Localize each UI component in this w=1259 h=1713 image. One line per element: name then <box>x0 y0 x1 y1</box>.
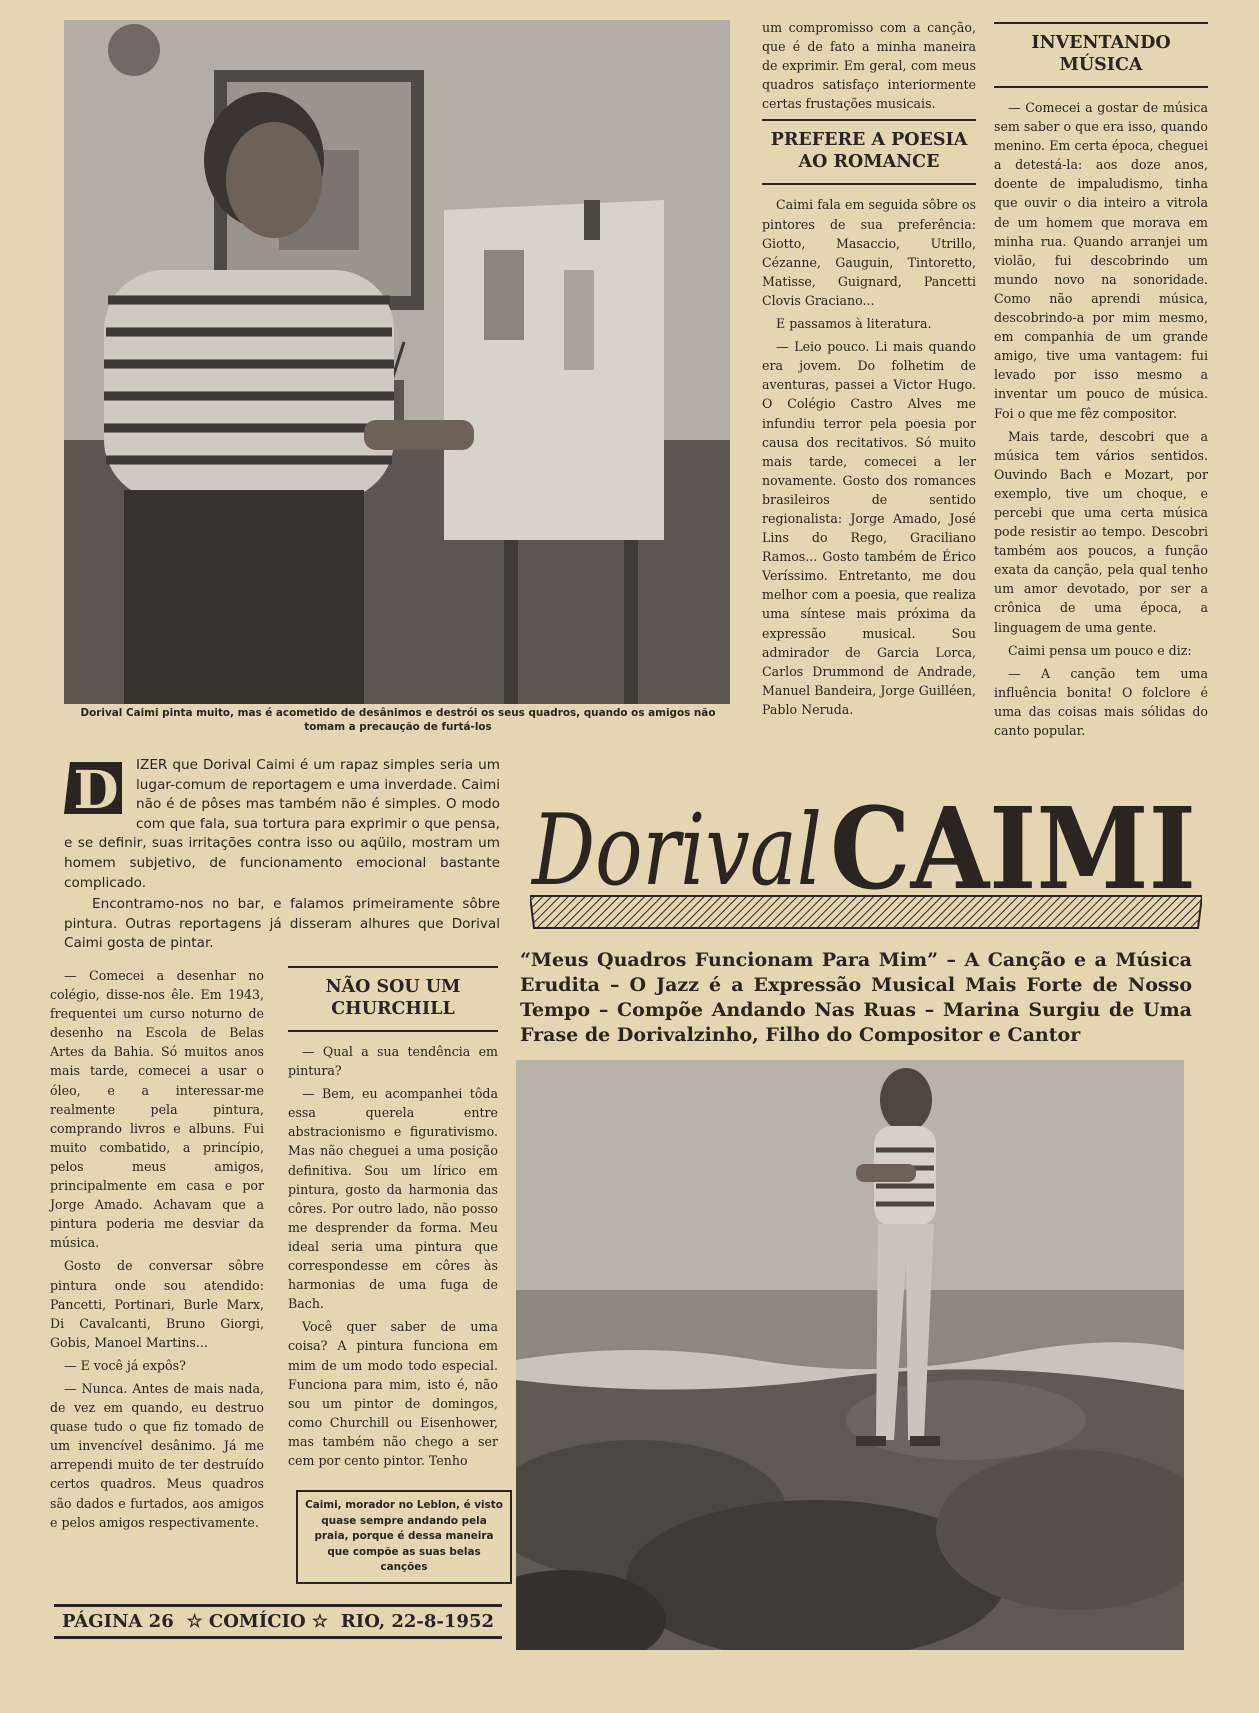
beach-photo-illustration <box>516 1060 1184 1650</box>
paragraph: — Nunca. Antes de mais nada, de vez em quando, eu destruo quase tudo o que fiz tomado de um invencível desânimo. Já me arrependi muito de ter destruído certos quadros. Meus quadros são dados e furtados, aos amigos e pelos amigos respectivamente. <box>50 1380 264 1530</box>
section-title-churchill: NÃO SOU UM CHURCHILL <box>288 966 498 1032</box>
paragraph: Caimi fala em seguida sôbre os pintores de sua preferência: Giotto, Masaccio, Utrillo, Cézanne, Gauguin, Tintoretto, Matisse, Guignard, Pancetti Clovis Graciano... <box>762 197 976 308</box>
column-intro-text: um compromisso com a canção, que é de fato a minha maneira de exprimir. Em geral, com meus quadros satisfaço interiormente certas frustações musicais. <box>762 20 976 112</box>
page-footer <box>54 1604 502 1639</box>
photo-top-caption: Dorival Caimi pinta muito, mas é acometido de desânimos e destrói os seus quadros, quando os amigos não tomam a precaução de furtá-los <box>80 707 716 733</box>
headline <box>530 756 1202 932</box>
headline-last-name: CAIMI <box>830 784 1196 915</box>
article-subtitle: “Meus Quadros Funcionam Para Mim” – A Canção e a Música Erudita – O Jazz é a Expressão Musical Mais Forte de Nosso Tempo – Compõe Andando Nas Ruas – Marina Surgiu de Uma Frase de Dorivalzinho, Filho do Compositor e Cantor <box>520 949 1192 1046</box>
paragraph: Mais tarde, descobri que a música tem vários sentidos. Ouvindo Bach e Mozart, por exemplo, tive um choque, e percebi que uma certa música pode resistir ao tempo. Descobri também aos poucos, a função exata da canção, pela qual tenho um amor devotado, por ser a crônica de uma época, a linguagem de uma gente. <box>994 428 1208 635</box>
photo-bottom-caption-box: Caimi, morador no Leblon, é visto quase sempre andando pela praia, porque é dessa maneira que compõe as suas belas canções <box>296 1490 512 1584</box>
column-bottom-left <box>50 966 264 1536</box>
footer-publication: ☆ COMÍCIO ☆ <box>186 1611 329 1632</box>
column-bottom-middle <box>288 966 498 1474</box>
painter-photo-illustration <box>64 20 730 704</box>
paragraph: Caimi pensa um pouco e diz: <box>1008 642 1192 658</box>
headline-graphic <box>530 756 1202 932</box>
column-top-right <box>994 18 1208 744</box>
lead-first: IZER que Dorival Caimi é um rapaz simples seria um lugar-comum de reportagem e uma inverdade. Caimi não é de pôses mas também não é simples. O modo com que fala, sua tortura para exprimir o que pensa, e se definir, suas irritações contra isso ou aqüilo, mostram um homem subjetivo, de funcionamento emocional bastante complicado. <box>64 757 500 891</box>
photo-man-on-beach <box>516 1060 1184 1650</box>
section-title-poesia: PREFERE A POESIA AO ROMANCE <box>762 119 976 185</box>
paragraph: Você quer saber de uma coisa? A pintura funciona em mim de um modo todo especial. Funciona para mim, isto é, não sou um pintor de domingos, como Churchill ou Eisenhower, mas também não chego a ser cem por cento pintor. Tenho <box>288 1319 498 1468</box>
column-top-middle <box>762 18 976 723</box>
section-title-inventando: INVENTANDO MÚSICA <box>994 22 1208 88</box>
dropcap-d-icon <box>64 760 128 816</box>
photo-painter-at-easel <box>64 20 730 704</box>
paragraph: — Bem, eu acompanhei tôda essa querela entre abstracionismo e figurativismo. Mas não cheguei a uma posição definitiva. Sou um lírico em pintura, gosto da harmonia das côres. Por outro lado, não posso me desprender da forma. Meu ideal seria uma pintura que correspondesse em côres às harmonias de uma fuga de Bach. <box>288 1086 498 1312</box>
paragraph: — Comecei a gostar de música sem saber o que era isso, quando menino. Em certa época, cheguei a detestá-la: aos doze anos, doente de impaludismo, tinha que ouvir o dia inteiro a vitrola de um homem que morava em minha rua. Quando arranjei um violão, fui descobrindo um mundo novo na sonoridade. Como não aprendi música, descobrindo-a por mim mesmo, em companhia de um grande amigo, tive uma vantagem: fui levado por isso mesmo a inventar um pouco de música. Foi o que me fêz compositor. <box>994 100 1208 421</box>
lead-second: Encontramo-nos no bar, e falamos primeiramente sôbre pintura. Outras reportagens já disseram alhures que Dorival Caimi gosta de pintar. <box>64 896 500 952</box>
headline-first-name: Dorival <box>530 794 822 908</box>
footer-page-number: PÁGINA 26 <box>62 1611 174 1632</box>
paragraph: — Leio pouco. Li mais quando era jovem. Do folhetim de aventuras, passei a Victor Hugo. O Colégio Castro Alves me infundiu terror pela poesia por causa dos recitativos. Só muito mais tarde, comecei a ler novamente. Gosto dos romances brasileiros de sentido regionalista: Jorge Amado, José Lins do Rego, Graciliano Ramos... Gosto também de Érico Veríssimo. Entretanto, me dou melhor com a poesia, que realiza uma síntese mais próxima da expressão musical. Sou admirador de Garcia Lorca, Carlos Drummond de Andrade, Manuel Bandeira, Jorge Guilléen, Pablo Neruda. <box>762 339 976 717</box>
paragraph: E passamos à literatura. <box>776 316 932 332</box>
paragraph: — A canção tem uma influência bonita! O folclore é uma das coisas mais sólidas do canto popular. <box>994 665 1208 738</box>
lead-paragraph <box>64 756 500 956</box>
footer-date: RIO, 22-8-1952 <box>340 1611 494 1632</box>
dropcap-letter: D <box>73 760 119 816</box>
paragraph: Gosto de conversar sôbre pintura onde sou atendido: Pancetti, Portinari, Burle Marx, Di Cavalcanti, Bruno Giorgi, Gobis, Manoel Martins... <box>50 1258 264 1350</box>
paragraph: — Qual a sua tendência em pintura? <box>288 1044 498 1079</box>
paragraph: — Comecei a desenhar no colégio, disse-nos êle. Em 1943, frequentei um curso noturno de desenho na Escola de Belas Artes da Bahia. Só muitos anos mais tarde, comecei a usar o óleo, e a interessar-me realmente pela pintura, comprando livros e albuns. Fui muito combatido, a princípio, pelos meus amigos, principalmente em casa e por Jorge Amado. Achavam que a pintura poderia me desviar da música. <box>50 968 264 1251</box>
paragraph: — E você já expôs? <box>64 1357 186 1373</box>
